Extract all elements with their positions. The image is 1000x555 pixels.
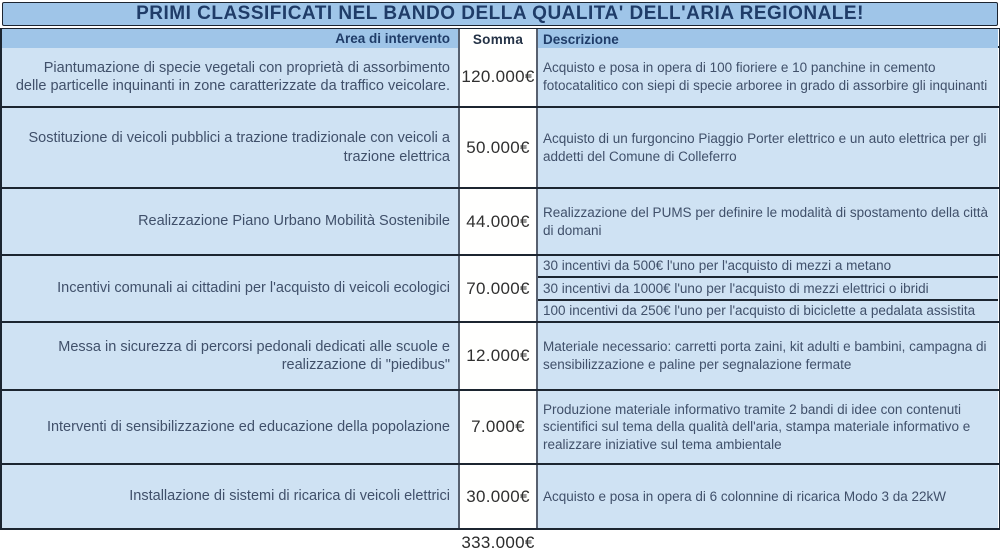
descrizione-cell: Acquisto e posa in opera di 100 fioriere e 10 panchine in cemento fotocatalitico con siepi di specie arboree in grado di assorbire gli inquinanti [538,48,998,106]
total-row [0,530,1000,555]
funding-table [0,28,1000,530]
column-header-descrizione: Descrizione [538,29,998,51]
descrizione-cell [538,256,998,321]
page-title: PRIMI CLASSIFICATI NEL BANDO DELLA QUALITA' DELL'ARIA REGIONALE! [2,2,998,26]
table-row [2,254,999,321]
column-header-somma: Somma [458,29,538,51]
somma-cell: 44.000€ [458,189,538,254]
somma-cell: 12.000€ [458,323,538,389]
table-row [2,389,999,463]
somma-cell: 70.000€ [458,256,538,321]
area-cell: Realizzazione Piano Urbano Mobilità Sostenibile [2,189,458,254]
table-header-row [2,28,999,46]
descrizione-subitem: 30 incentivi da 500€ l'uno per l'acquisto di mezzi a metano [543,258,892,274]
descrizione-subitem: 100 incentivi da 250€ l'uno per l'acquisto di biciclette a pedalata assistita [538,299,998,321]
somma-cell: 50.000€ [458,108,538,187]
table-row [2,46,999,106]
descrizione-cell: Acquisto di un furgoncino Piaggio Porter elettrico e un auto elettrica per gli addetti del Comune di Colleferro [538,108,998,187]
table-row [2,106,999,187]
area-cell: Messa in sicurezza di percorsi pedonali dedicati alle scuole e realizzazione di "piedibus" [2,323,458,389]
somma-cell: 7.000€ [458,391,538,463]
total-amount: 333.000€ [461,532,535,552]
table-row [2,321,999,389]
descrizione-cell: Acquisto e posa in opera di 6 colonnine di ricarica Modo 3 da 22kW [538,465,998,528]
somma-cell: 120.000€ [458,48,538,106]
area-cell: Sostituzione di veicoli pubblici a trazione tradizionale con veicoli a trazione elettrica [2,108,458,187]
area-cell: Interventi di sensibilizzazione ed educazione della popolazione [2,391,458,463]
descrizione-cell: Realizzazione del PUMS per definire le modalità di spostamento della città di domani [538,189,998,254]
table-row [2,187,999,254]
descrizione-cell: Produzione materiale informativo tramite 2 bandi di idee con contenuti scientifici sul tema della qualità dell'aria, stampa materiale informativo e realizzare iniziative sul tema ambientale [538,391,998,463]
area-cell: Installazione di sistemi di ricarica di veicoli elettrici [2,465,458,528]
area-cell: Piantumazione di specie vegetali con proprietà di assorbimento delle particelle inquinanti in zone caratterizzate da traffico veicolare. [2,48,458,106]
table-row [2,463,999,528]
column-header-area: Area di intervento [2,29,458,51]
descrizione-cell: Materiale necessario: carretti porta zaini, kit adulti e bambini, campagna di sensibilizzazione e paline per segnalazione fermate [538,323,998,389]
somma-cell: 30.000€ [458,465,538,528]
descrizione-subitem: 30 incentivi da 1000€ l'uno per l'acquisto di mezzi elettrici o ibridi [538,276,998,298]
area-cell: Incentivi comunali ai cittadini per l'acquisto di veicoli ecologici [2,256,458,321]
